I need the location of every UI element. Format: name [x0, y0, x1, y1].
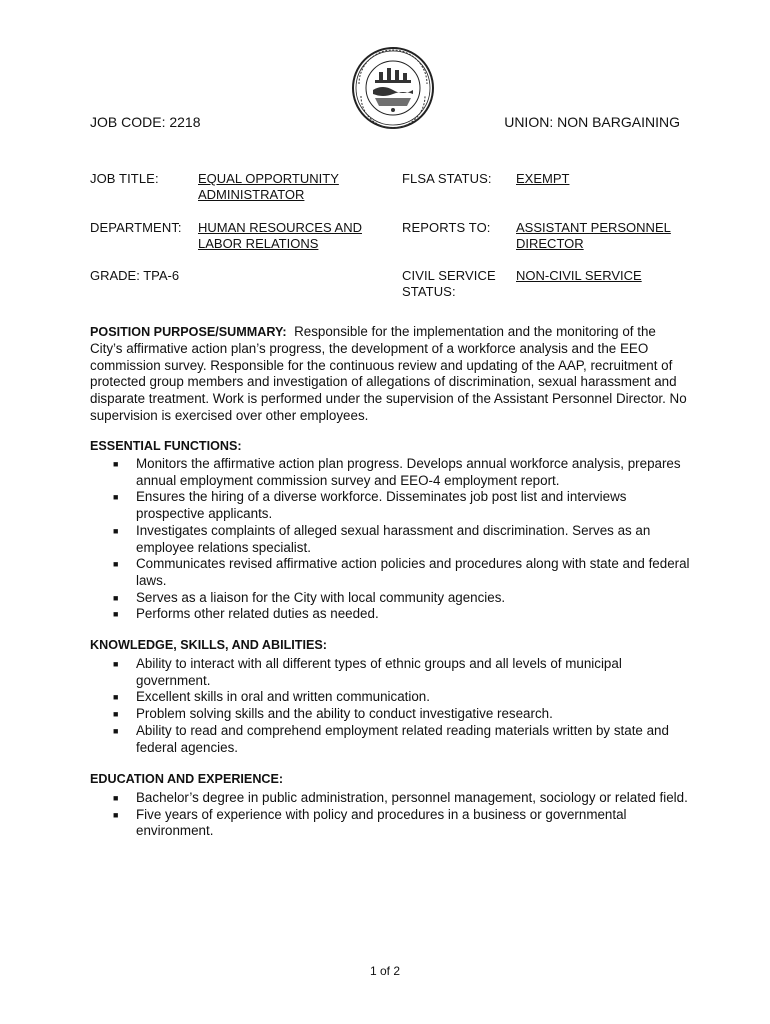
union-status: UNION: NON BARGAINING — [504, 114, 680, 130]
list-item: ■ Ensures the hiring of a diverse workforce. Disseminates job post list and interviews prospective applicants. — [113, 489, 627, 522]
position-purpose-heading: POSITION PURPOSE/SUMMARY: — [90, 325, 287, 339]
essential-functions-heading: ESSENTIAL FUNCTIONS: — [90, 439, 242, 453]
list-item: ■ Ability to interact with all different types of ethnic groups and all levels of municipal government. — [113, 656, 622, 688]
bullet-icon: ■ — [113, 709, 119, 720]
education-list — [113, 790, 693, 840]
list-item: ■ Five years of experience with policy and procedures in a business or governmental environment. — [113, 806, 627, 839]
bullet-icon: ■ — [113, 592, 119, 603]
position-purpose — [90, 324, 690, 425]
job-title-value: EQUAL OPPORTUNITY ADMINISTRATOR — [198, 171, 339, 202]
position-purpose-text: Responsible for the implementation and the monitoring of the City’s affirmative action plan’s progress, the development of a workforce analysis and the EEO commission survey. Responsible for the continuous review and updating of the AAP, recruitment of protected group members and investigation of allegations of discrimination, sexual harassment and disparate treatment. Work is performed under the supervision of the Assistant Personnel Director. No supervision is exercised over other employees. — [90, 324, 687, 423]
list-item: ■ Bachelor’s degree in public administration, personnel management, sociology or related field. — [113, 790, 688, 805]
page-number: 1 of 2 — [369, 964, 401, 978]
bullet-icon: ■ — [113, 725, 119, 736]
ksa-list — [113, 656, 693, 756]
job-code: JOB CODE: 2218 — [90, 114, 201, 130]
bullet-icon: ■ — [113, 492, 119, 503]
flsa-status-value: EXEMPT — [516, 171, 570, 186]
department-label: DEPARTMENT: — [90, 220, 182, 235]
bullet-icon: ■ — [113, 659, 119, 669]
essential-functions-list — [113, 456, 693, 623]
reports-to-label: REPORTS TO: — [402, 220, 491, 235]
job-title-label: JOB TITLE: — [90, 171, 159, 186]
list-item: ■ Performs other related duties as needed. — [113, 606, 379, 622]
list-item: ■ Ability to read and comprehend employment related reading materials written by state and federal agencies. — [113, 722, 669, 755]
ksa-heading: KNOWLEDGE, SKILLS, AND ABILITIES: — [90, 638, 327, 652]
list-item: ■ Problem solving skills and the ability to conduct investigative research. — [113, 706, 553, 722]
city-seal-logo — [351, 46, 435, 130]
list-item: ■ Serves as a liaison for the City with local community agencies. — [113, 589, 506, 605]
bullet-icon: ■ — [113, 459, 119, 469]
bullet-icon: ■ — [113, 809, 119, 820]
bullet-icon: ■ — [113, 525, 119, 536]
bullet-icon: ■ — [113, 692, 119, 703]
civil-service-value: NON-CIVIL SERVICE — [516, 268, 642, 283]
reports-to-value: ASSISTANT PERSONNEL DIRECTOR — [516, 220, 671, 251]
grade: GRADE: TPA-6 — [90, 268, 180, 283]
bullet-icon: ■ — [113, 793, 119, 803]
education-heading: EDUCATION AND EXPERIENCE: — [90, 772, 284, 786]
civil-service-label: CIVIL SERVICE STATUS: — [402, 268, 496, 299]
department-value: HUMAN RESOURCES AND LABOR RELATIONS — [198, 220, 362, 251]
list-item: ■ Monitors the affirmative action plan progress. Develops annual workforce analysis, prepares annual employment commission survey and EEO-4 employment report. — [113, 456, 681, 488]
list-item: ■ Communicates revised affirmative action policies and procedures along with state and federal laws. — [113, 556, 690, 588]
flsa-status-label: FLSA STATUS: — [402, 171, 492, 186]
list-item: ■ Excellent skills in oral and written communication. — [113, 689, 430, 705]
list-item: ■ Investigates complaints of alleged sexual harassment and discrimination. Serves as an employee relations specialist. — [113, 522, 651, 555]
bullet-icon: ■ — [113, 609, 119, 620]
bullet-icon: ■ — [113, 559, 119, 570]
